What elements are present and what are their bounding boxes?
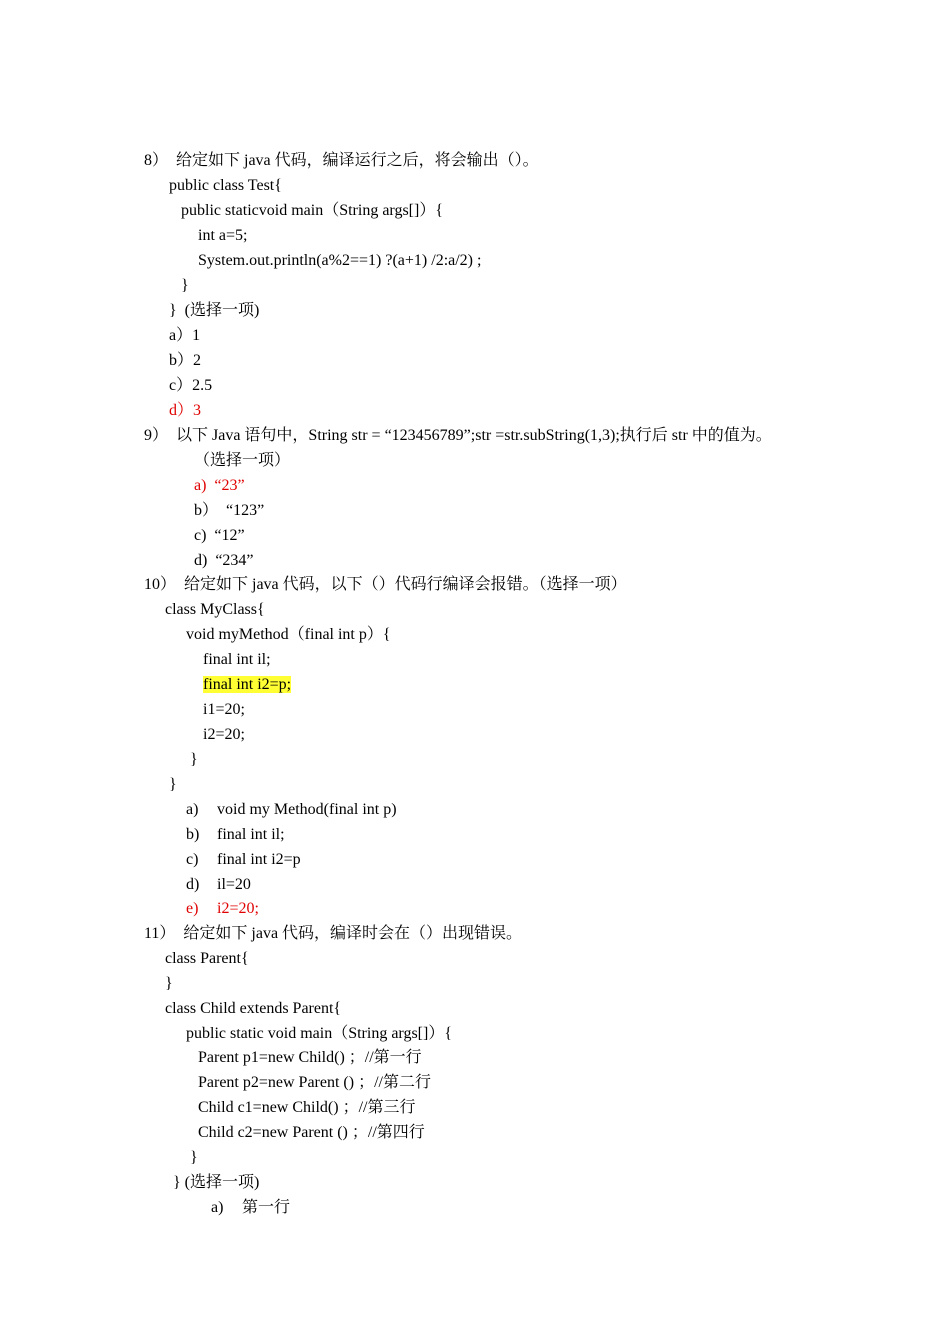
option-c-letter: c) (186, 851, 199, 868)
option-a-letter: a) (211, 1199, 224, 1216)
option-c-text: final int i2=p (217, 851, 301, 868)
code-line: } (190, 1149, 198, 1166)
code-line: } (选择一项) (173, 1174, 260, 1191)
question-11-title: 11） 给定如下 java 代码，编译时会在（）出现错误。 (144, 925, 523, 942)
code-line: public class Test{ (169, 177, 282, 194)
question-9-title: 9） 以下 Java 语句中，String str = “123456789”;str =str.subString(1,3);执行后 str 中的值为。 (144, 427, 772, 444)
option-c: c) “12” (194, 527, 245, 544)
code-line: } (190, 751, 198, 768)
question-9-note: （选择一项） (194, 452, 291, 469)
highlight-mark: final int i2=p; (203, 676, 292, 693)
option-b-text: final int il; (217, 826, 285, 843)
code-line: void myMethod（final int p）{ (186, 626, 391, 643)
option-e-letter-answer: e) (186, 900, 199, 917)
code-line: i1=20; (203, 701, 245, 718)
code-line: Child c2=new Parent () ；//第四行 (198, 1124, 425, 1141)
option-a-answer: a) “23” (194, 477, 245, 494)
option-b: b）2 (169, 352, 202, 369)
option-e-text-answer: i2=20; (217, 900, 259, 917)
option-d-letter: d) (186, 876, 200, 893)
code-line: public static void main（String args[]）{ (186, 1025, 453, 1042)
code-line: Child c1=new Child() ；//第三行 (198, 1099, 416, 1116)
code-line: Parent p1=new Child() ；//第一行 (198, 1049, 422, 1066)
option-a-text: void my Method(final int p) (217, 801, 397, 818)
question-8-title: 8） 给定如下 java 代码，编译运行之后，将会输出（）。 (144, 152, 539, 169)
code-line: final int il; (203, 651, 271, 668)
code-line: class Child extends Parent{ (165, 1000, 342, 1017)
option-a: a）1 (169, 327, 201, 344)
question-10-title: 10） 给定如下 java 代码，以下（）代码行编译会报错。（选择一项） (144, 576, 627, 593)
code-line-highlighted (203, 672, 291, 697)
code-line: public staticvoid main（String args[]）{ (181, 202, 444, 219)
option-a-text: 第一行 (242, 1199, 291, 1216)
code-line: } (181, 277, 189, 294)
option-b-letter: b) (186, 826, 200, 843)
option-d-answer: d）3 (169, 402, 202, 419)
option-c: c）2.5 (169, 377, 213, 394)
code-line: } (169, 776, 177, 793)
code-line: class Parent{ (165, 950, 249, 967)
code-line: Parent p2=new Parent () ；//第二行 (198, 1074, 431, 1091)
code-line: } (选择一项) (169, 302, 260, 319)
option-b: b） “123” (194, 502, 265, 519)
option-d: d) “234” (194, 552, 254, 569)
code-line: i2=20; (203, 726, 245, 743)
option-a-letter: a) (186, 801, 199, 818)
option-d-text: il=20 (217, 876, 251, 893)
code-line: } (165, 975, 173, 992)
code-line: int a=5; (198, 227, 248, 244)
code-line: class MyClass{ (165, 601, 265, 618)
code-line: System.out.println(a%2==1) ?(a+1) /2:a/2) ; (198, 252, 482, 269)
